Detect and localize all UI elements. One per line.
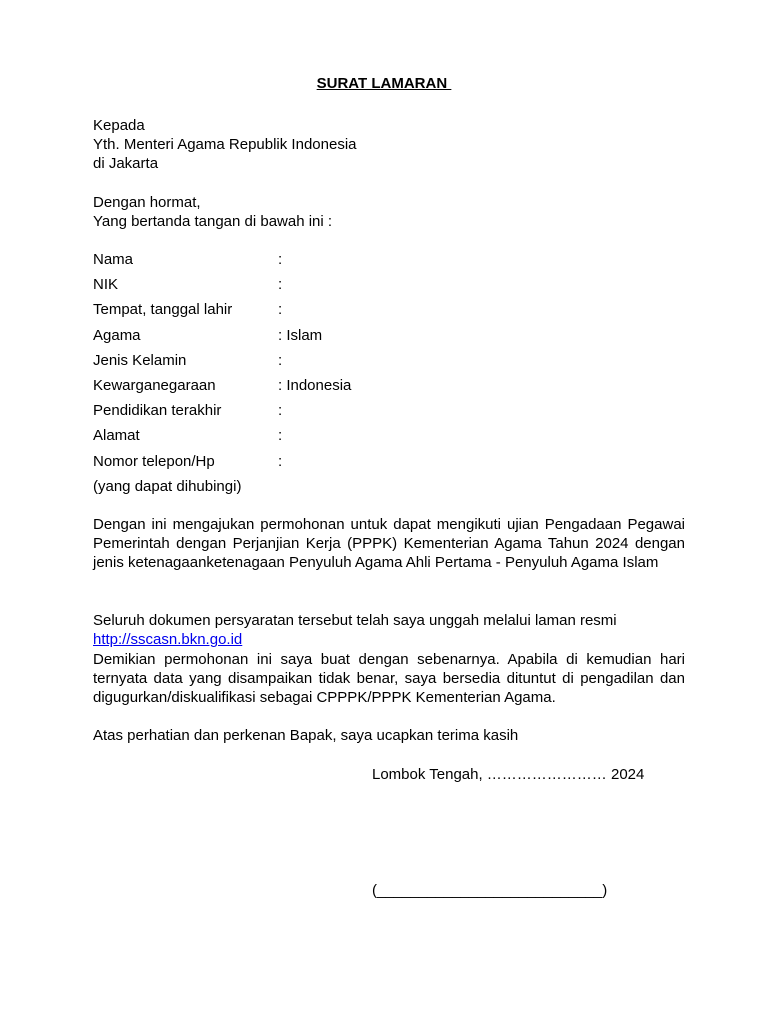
signature-line: (___________________________) <box>372 882 608 899</box>
closing-line: Atas perhatian dan perkenan Bapak, saya ucapkan terima kasih <box>93 727 519 744</box>
field-value: : <box>278 276 283 294</box>
field-row-birth <box>93 300 685 325</box>
sscasn-link[interactable]: http://sscasn.bkn.go.id <box>93 631 243 648</box>
fields-note: (yang dapat dihubingi) <box>93 477 242 495</box>
field-label: Tempat, tanggal lahir <box>93 301 233 319</box>
field-row-phone <box>93 452 685 477</box>
field-value: : <box>278 301 283 319</box>
field-label: Agama <box>93 326 141 344</box>
place-date: Lombok Tengah, …………………… 2024 <box>372 766 645 783</box>
field-label: Jenis Kelamin <box>93 351 187 369</box>
field-label: NIK <box>93 276 119 294</box>
field-label: Kewarganegaraan <box>93 376 216 394</box>
greeting-block <box>93 193 685 231</box>
field-label: Alamat <box>93 427 140 445</box>
field-value: : Islam <box>278 326 323 344</box>
field-label: Pendidikan terakhir <box>93 402 222 420</box>
field-row-religion <box>93 326 685 351</box>
upload-statement: Seluruh dokumen persyaratan tersebut telah saya unggah melalui laman resmi <box>93 612 617 629</box>
field-value: : <box>278 452 283 470</box>
field-row-gender <box>93 351 685 376</box>
letter-title: SURAT LAMARAN <box>316 75 452 92</box>
applicant-fields <box>93 250 685 502</box>
field-value: : <box>278 251 283 268</box>
field-row-education <box>93 401 685 426</box>
field-label: Nama <box>93 251 134 268</box>
application-paragraph: Dengan ini mengajukan permohonan untuk dapat mengikuti ujian Pengadaan Pegawai Pemerintah dengan Perjanjian Kerja (PPPK) Kementerian Agama Tahun 2024 dengan jenis ketenagaanketenagaan Penyuluh Agama Ahli Pertama - Penyuluh Agama Islam <box>93 516 685 571</box>
field-value: : <box>278 351 283 369</box>
field-label: Nomor telepon/Hp <box>93 452 215 470</box>
greeting-line-2: Yang bertanda tangan di bawah ini : <box>93 213 333 230</box>
recipient-line-2: Yth. Menteri Agama Republik Indonesia <box>93 136 357 153</box>
field-value: : <box>278 427 283 445</box>
field-note-row <box>93 477 685 502</box>
field-row-citizenship <box>93 376 685 401</box>
upload-block <box>93 611 685 649</box>
field-row-address <box>93 426 685 451</box>
recipient-line-1: Kepada <box>93 117 145 134</box>
declaration-paragraph: Demikian permohonan ini saya buat dengan sebenarnya. Apabila di kemudian hari ternyata data yang disampaikan tidak benar, saya bersedia dituntut di pengadilan dan digugurkan/diskualifikasi sebagai CPPPK/PPPK Kementerian Agama. <box>93 651 685 706</box>
field-value: : Indonesia <box>278 376 352 394</box>
recipient-block <box>93 116 685 173</box>
field-row-nik <box>93 275 685 300</box>
field-value: : <box>278 402 283 420</box>
greeting-line-1: Dengan hormat, <box>93 194 201 211</box>
recipient-line-3: di Jakarta <box>93 155 159 172</box>
field-row-nama <box>93 250 685 275</box>
